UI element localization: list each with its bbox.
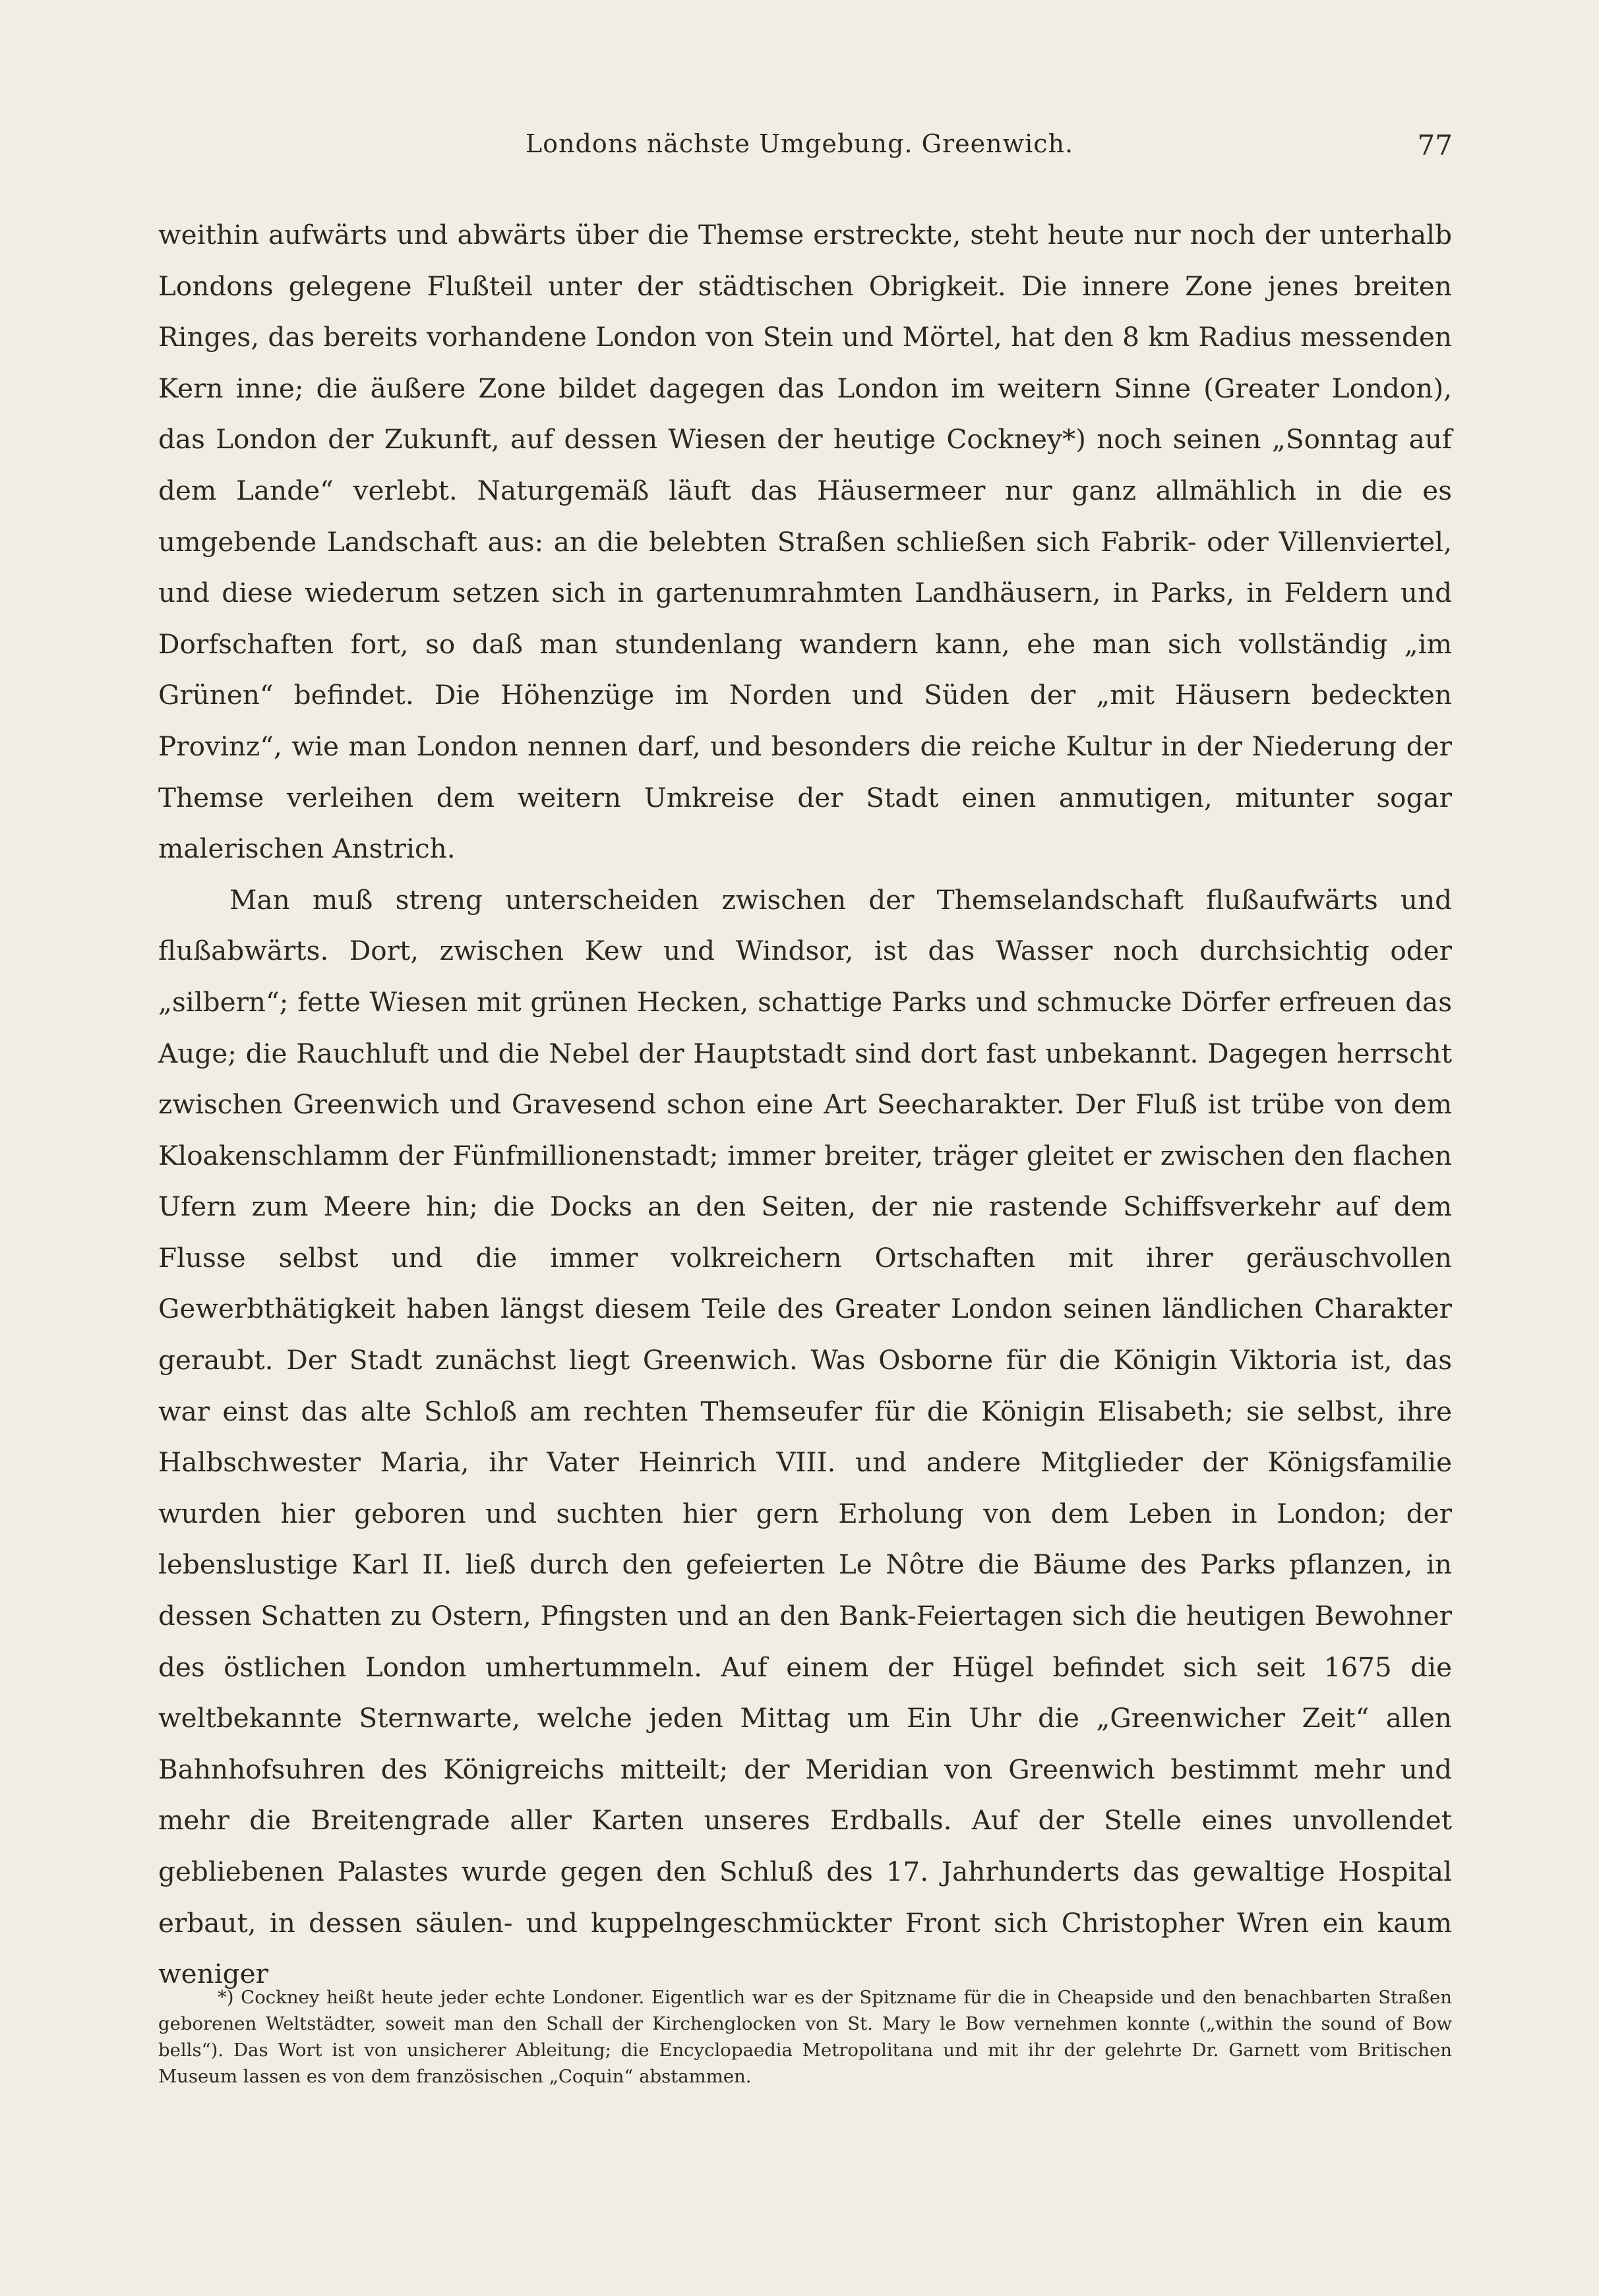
page-header bbox=[0, 129, 1599, 169]
footnote: *) Cockney heißt heute jeder echte Londoner. Eigentlich war es der Spitzname für die in Cheapside und den benachbarten Straßen geborenen Weltstädter, soweit man den Schall der Kirchenglocken von St. Mary le Bow vernehmen konnte („within the sound of Bow bells“). Das Wort ist von unsicherer Ableitung; die Encyclopaedia Metropolitana und mit ihr der gelehrte Dr. Garnett vom Britischen Museum lassen es von dem französischen „Coquin“ abstammen. bbox=[158, 1987, 1452, 2087]
page-number: 77 bbox=[1417, 129, 1453, 162]
paragraph: Man muß streng unterscheiden zwischen der Themselandschaft flußaufwärts und flußabwärts. Dort, zwischen Kew und Windsor, ist das Wasser noch durchsichtig oder „silbern“; fette Wiesen mit grünen Hecken, schattige Parks und schmucke Dörfer erfreuen das Auge; die Rauchluft und die Nebel der Hauptstadt sind dort fast unbekannt. Dagegen herrscht zwischen Greenwich und Gravesend schon eine Art Seecharakter. Der Fluß ist trübe von dem Kloakenschlamm der Fünfmillionenstadt; immer breiter, träger gleitet er zwischen den flachen Ufern zum Meere hin; die Docks an den Seiten, der nie rastende Schiffsverkehr auf dem Flusse selbst und die immer volkreichern Ortschaften mit ihrer geräuschvollen Gewerbthätigkeit haben längst diesem Teile des Greater London seinen ländlichen Charakter geraubt. Der Stadt zunächst liegt Greenwich. Was Osborne für die Königin Viktoria ist, das war einst das alte Schloß am rechten Themseufer für die Königin Elisabeth; sie selbst, ihre Halbschwester Maria, ihr Vater Heinrich VIII. und andere Mitglieder der Königsfamilie wurden hier geboren und suchten hier gern Erholung von dem Leben in London; der lebenslustige Karl II. ließ durch den gefeierten Le Nôtre die Bäume des Parks pflanzen, in dessen Schatten zu Ostern, Pfingsten und an den Bank-Feiertagen sich die heutigen Bewohner des östlichen London umhertummeln. Auf einem der Hügel befindet sich seit 1675 die weltbekannte Sternwarte, welche jeden Mittag um Ein Uhr die „Greenwicher Zeit“ allen Bahnhofsuhren des Königreichs mitteilt; der Meridian von Greenwich bestimmt mehr und mehr die Breitengrade aller Karten unseres Erdballs. Auf der Stelle eines unvollendet gebliebenen Palastes wurde gegen den Schluß des 17. Jahrhunderts das gewaltige Hospital erbaut, in dessen säulen- und kuppelngeschmückter Front sich Christopher Wren ein kaum weniger bbox=[158, 883, 1452, 1990]
running-title: Londons nächste Umgebung. Greenwich. bbox=[525, 129, 1074, 158]
paragraph: weithin aufwärts und abwärts über die Themse erstreckte, steht heute nur noch der unterhalb Londons gelegene Flußteil unter der städtischen Obrigkeit. Die innere Zone jenes breiten Ringes, das bereits vorhandene London von Stein und Mörtel, hat den 8 km Radius messenden Kern inne; die äußere Zone bildet dagegen das London im weitern Sinne (Greater London), das London der Zukunft, auf dessen Wiesen der heutige Cockney*) noch seinen „Sonntag auf dem Lande“ verlebt. Naturgemäß läuft das Häusermeer nur ganz allmählich in die es umgebende Landschaft aus: an die belebten Straßen schließen sich Fabrik- oder Villenviertel, und diese wiederum setzen sich in gartenumrahmten Landhäusern, in Parks, in Feldern und Dorfschaften fort, so daß man stundenlang wandern kann, ehe man sich vollständig „im Grünen“ befindet. Die Höhenzüge im Norden und Süden der „mit Häusern bedeckten Provinz“, wie man London nennen darf, und besonders die reiche Kultur in der Niederung der Themse verleihen dem weitern Umkreise der Stadt einen anmutigen, mitunter sogar malerischen Anstrich. bbox=[158, 219, 1452, 865]
body-text bbox=[158, 210, 1452, 2000]
